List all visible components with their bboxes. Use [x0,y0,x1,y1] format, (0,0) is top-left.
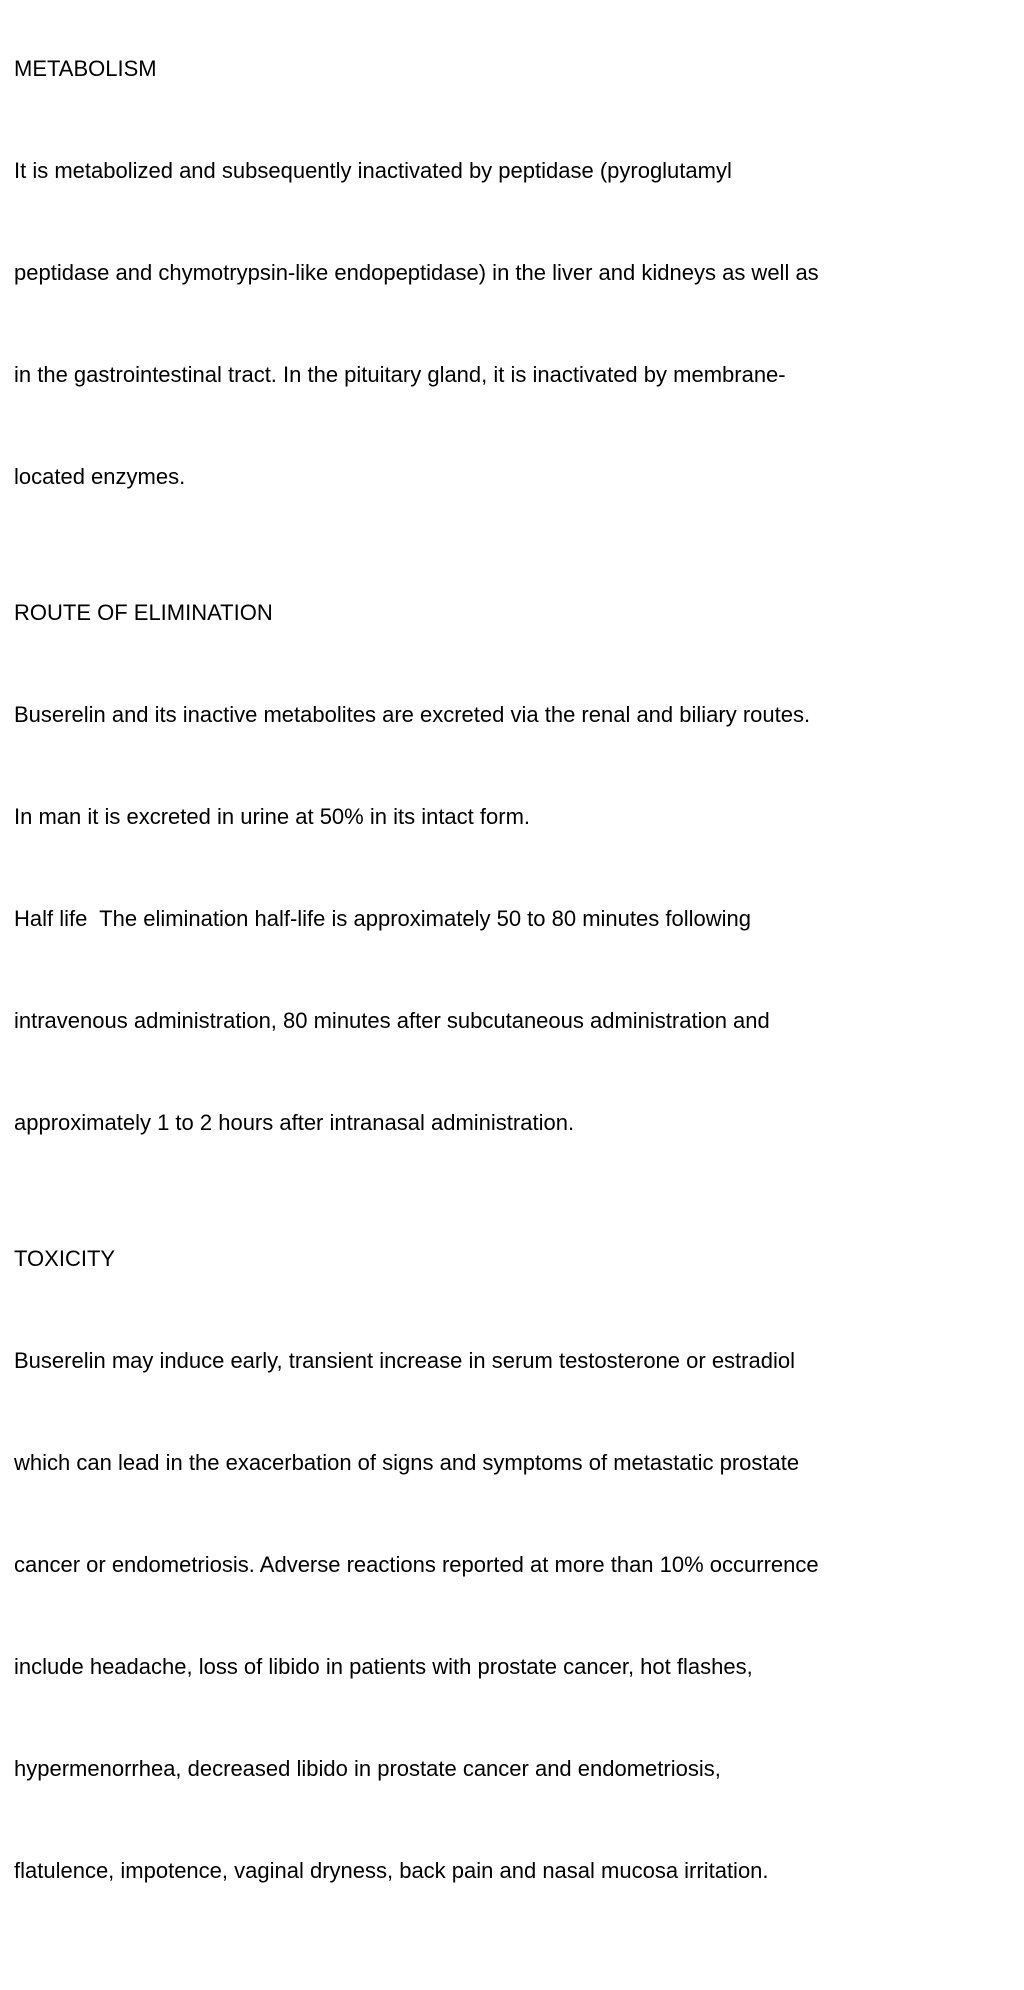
text-line: Half life The elimination half-life is approximately 50 to 80 minutes following [14,906,751,931]
text-line: hypermenorrhea, decreased libido in prostate cancer and endometriosis, [14,1756,721,1781]
text-line: in the gastrointestinal tract. In the pituitary gland, it is inactivated by membrane- [14,362,786,387]
text-line: peptidase and chymotrypsin-like endopeptidase) in the liver and kidneys as well as [14,260,819,285]
section-heading: METABOLISM [14,56,157,81]
slide-content [14,52,1014,1990]
section-toxicity [14,1242,1014,1956]
text-line: In man it is excreted in urine at 50% in its intact form. [14,804,531,829]
text-line: which can lead in the exacerbation of signs and symptoms of metastatic prostate [14,1450,800,1475]
section-body [14,1276,1014,1956]
text-line: include headache, loss of libido in patients with prostate cancer, hot flashes, [14,1654,753,1679]
text-line: approximately 1 to 2 hours after intranasal administration. [14,1110,575,1135]
section-heading: TOXICITY [14,1246,116,1271]
section-metabolism [14,52,1014,562]
text-line: located enzymes. [14,464,186,489]
text-line: flatulence, impotence, vaginal dryness, back pain and nasal mucosa irritation. [14,1858,769,1883]
text-line: Buserelin may induce early, transient increase in serum testosterone or estradiol [14,1348,795,1373]
text-line: Buserelin and its inactive metabolites are excreted via the renal and biliary routes. [14,702,811,727]
section-route-of-elimination [14,596,1014,1208]
text-line: cancer or endometriosis. Adverse reactions reported at more than 10% occurrence [14,1552,819,1577]
section-body [14,630,1014,1208]
text-line: It is metabolized and subsequently inactivated by peptidase (pyroglutamyl [14,158,732,183]
section-heading: ROUTE OF ELIMINATION [14,600,273,625]
text-line: intravenous administration, 80 minutes after subcutaneous administration and [14,1008,770,1033]
section-body [14,86,1014,562]
